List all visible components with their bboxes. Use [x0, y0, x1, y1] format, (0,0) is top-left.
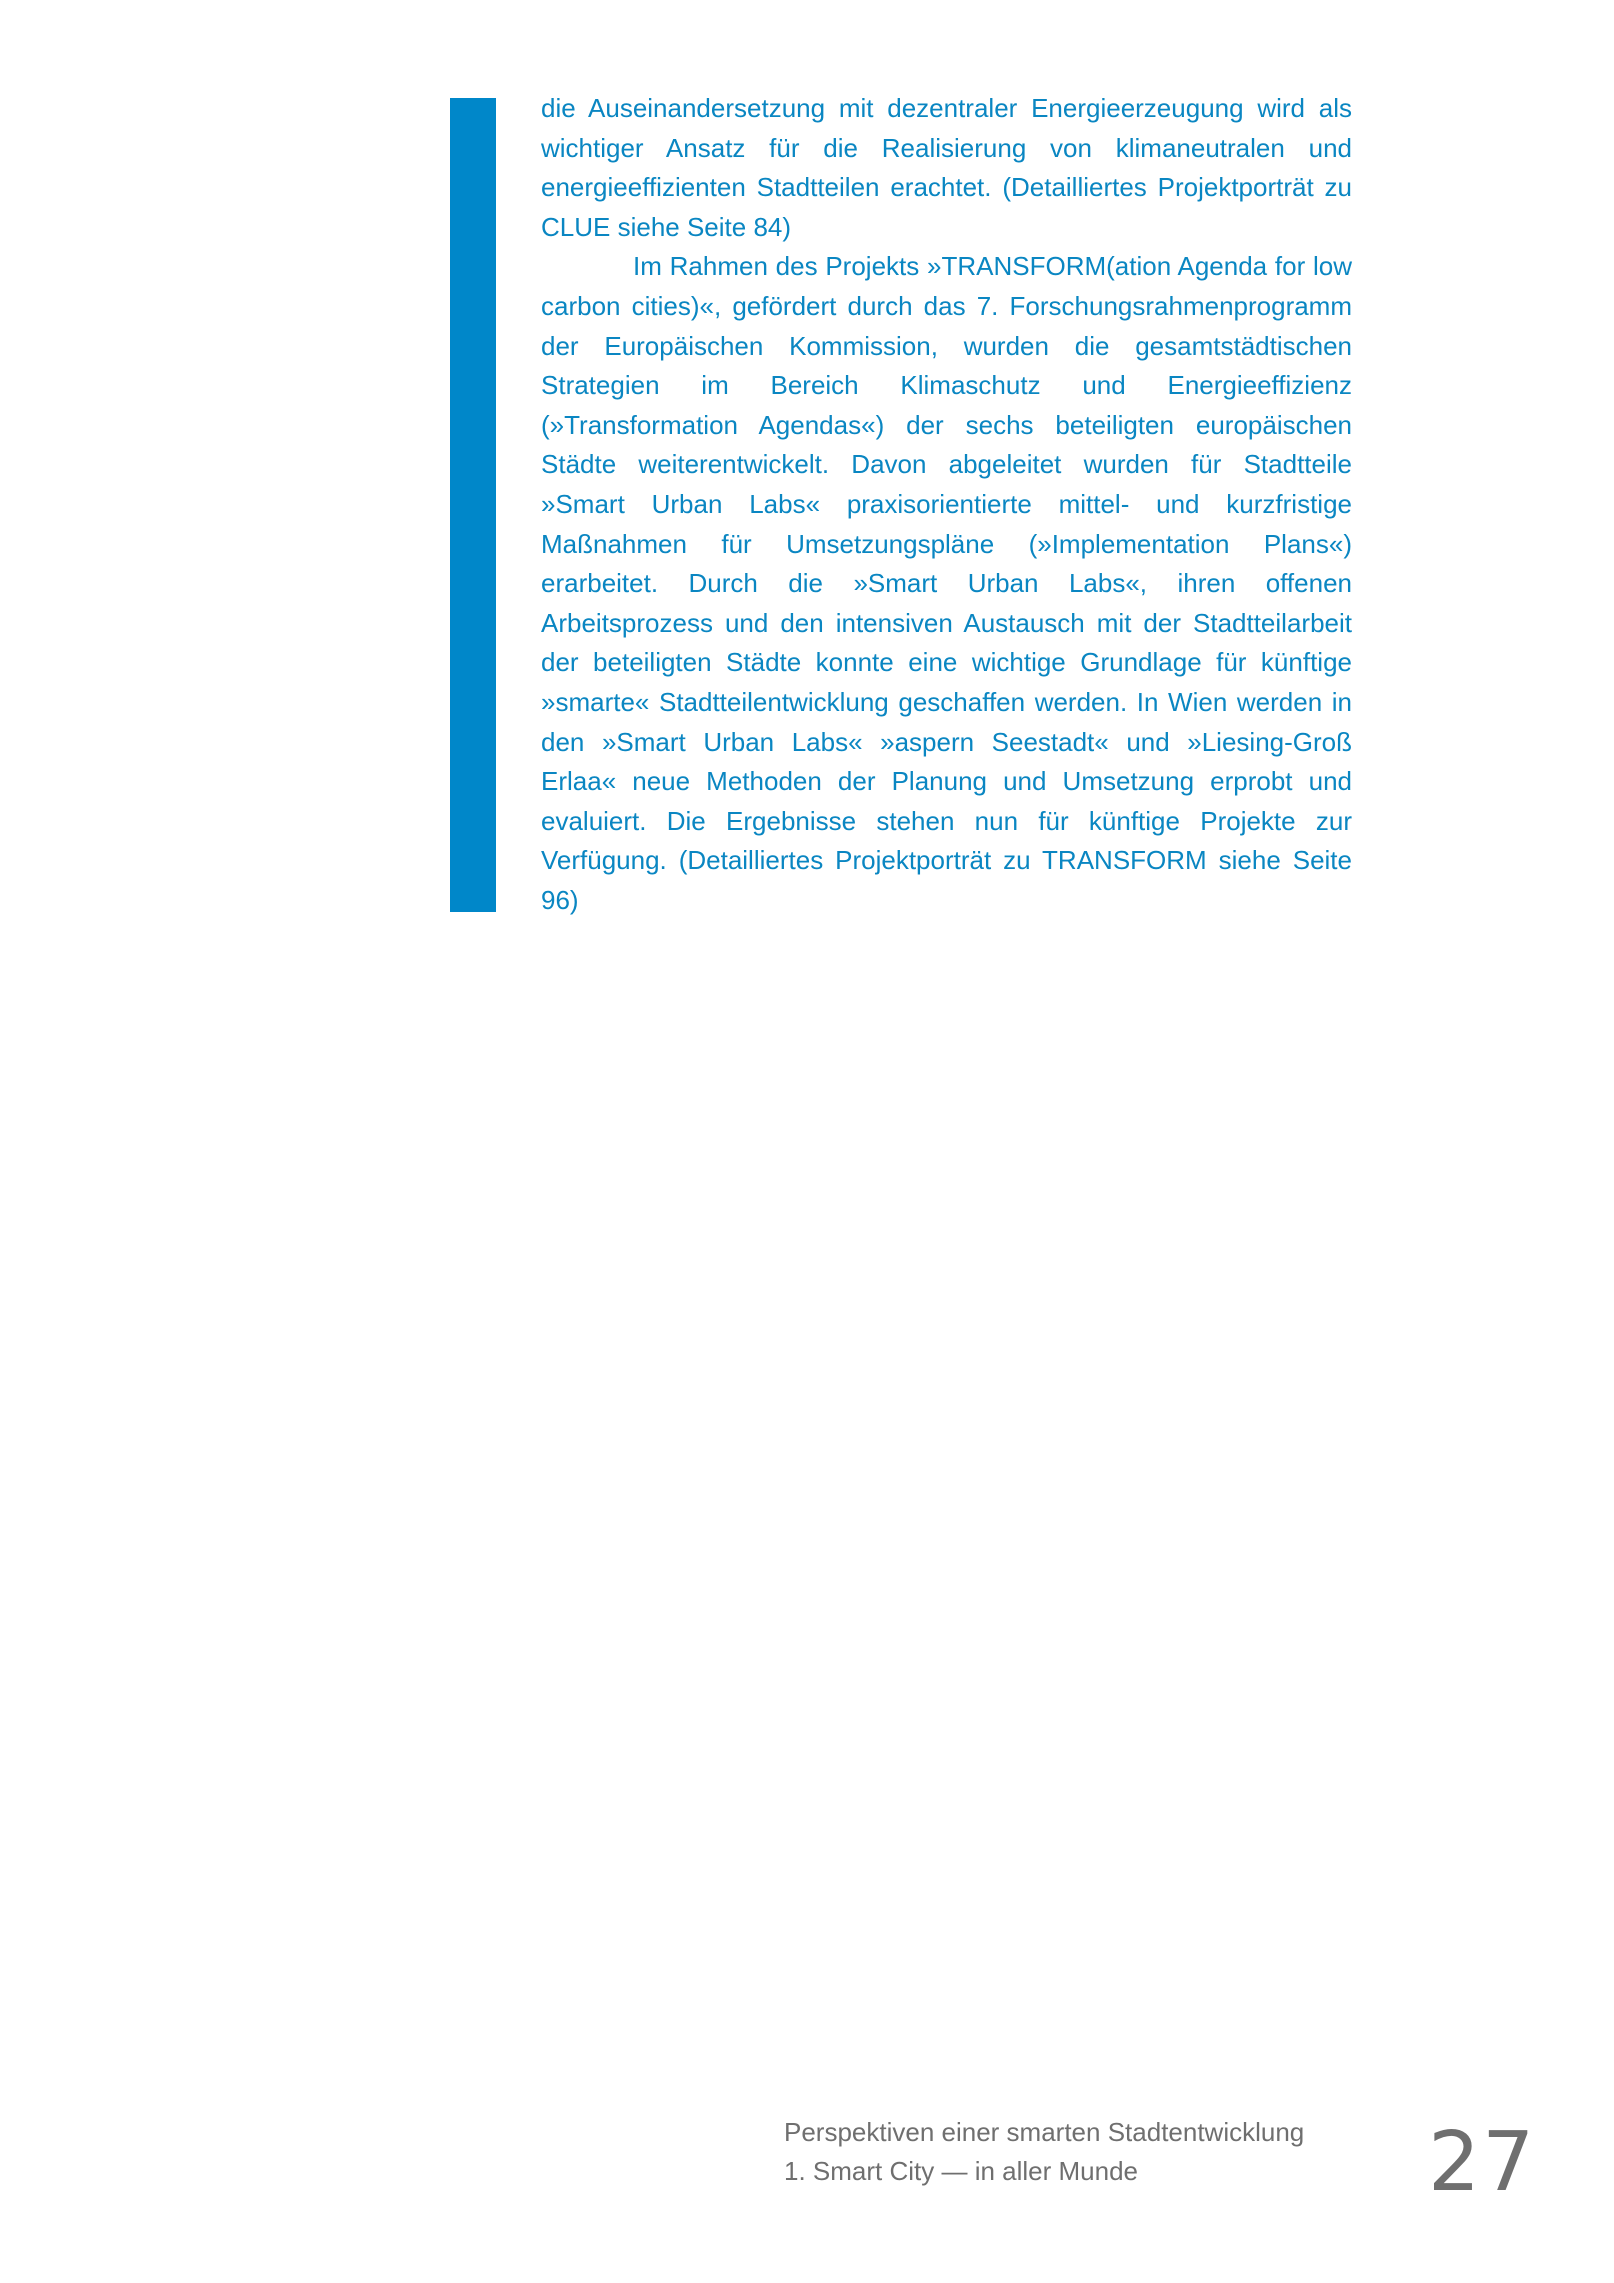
accent-bar [450, 98, 496, 912]
page-number: 27 [1428, 2115, 1537, 2210]
footer-chapter-title: 1. Smart City — in aller Munde [784, 2156, 1139, 2186]
paragraph-transform: Im Rahmen des Projekts »TRANSFORM(ation Agenda for low carbon cities)«, gefördert durch das 7. Forschungsrahmenprogramm der Europäischen Kommission, wurden die gesamtstädtischen Strategien im Bereich Klimaschutz und Energieeffizienz (»Transformation Agendas«) der sechs beteiligten europäischen Städte weiterentwickelt. Davon abgeleitet wurden für Stadtteile »Smart Urban Labs« praxisorientierte mittel- und kurzfristige Maßnahmen für Umsetzungspläne (»Implementation Plans«) erarbeitet. Durch die »Smart Urban Labs«, ihren offenen Arbeitsprozess und den intensiven Austausch mit der Stadtteilarbeit der beteiligten Städte konnte eine wichtige Grundlage für künftige »smarte« Stadtteilentwicklung geschaffen werden. In Wien werden in den »Smart Urban Labs« »aspern Seestadt« und »Liesing-Groß Erlaa« neue Methoden der Planung und Umsetzung erprobt und evaluiert. Die Ergebnisse stehen nun für künftige Projekte zur Verfügung. (Detailliertes Projektporträt zu TRANSFORM siehe Seite 96) [541, 251, 1352, 915]
footer-book-title: Perspektiven einer smarten Stadtentwicklung [784, 2117, 1305, 2147]
running-footer [784, 2113, 1304, 2191]
body-text [541, 89, 1352, 920]
paragraph-clue: die Auseinandersetzung mit dezentraler Energieerzeugung wird als wichtiger Ansatz für die Realisierung von klimaneutralen und energieeffizienten Stadtteilen erachtet. (Detailliertes Projektporträt zu CLUE siehe Seite 84) [541, 93, 1352, 242]
